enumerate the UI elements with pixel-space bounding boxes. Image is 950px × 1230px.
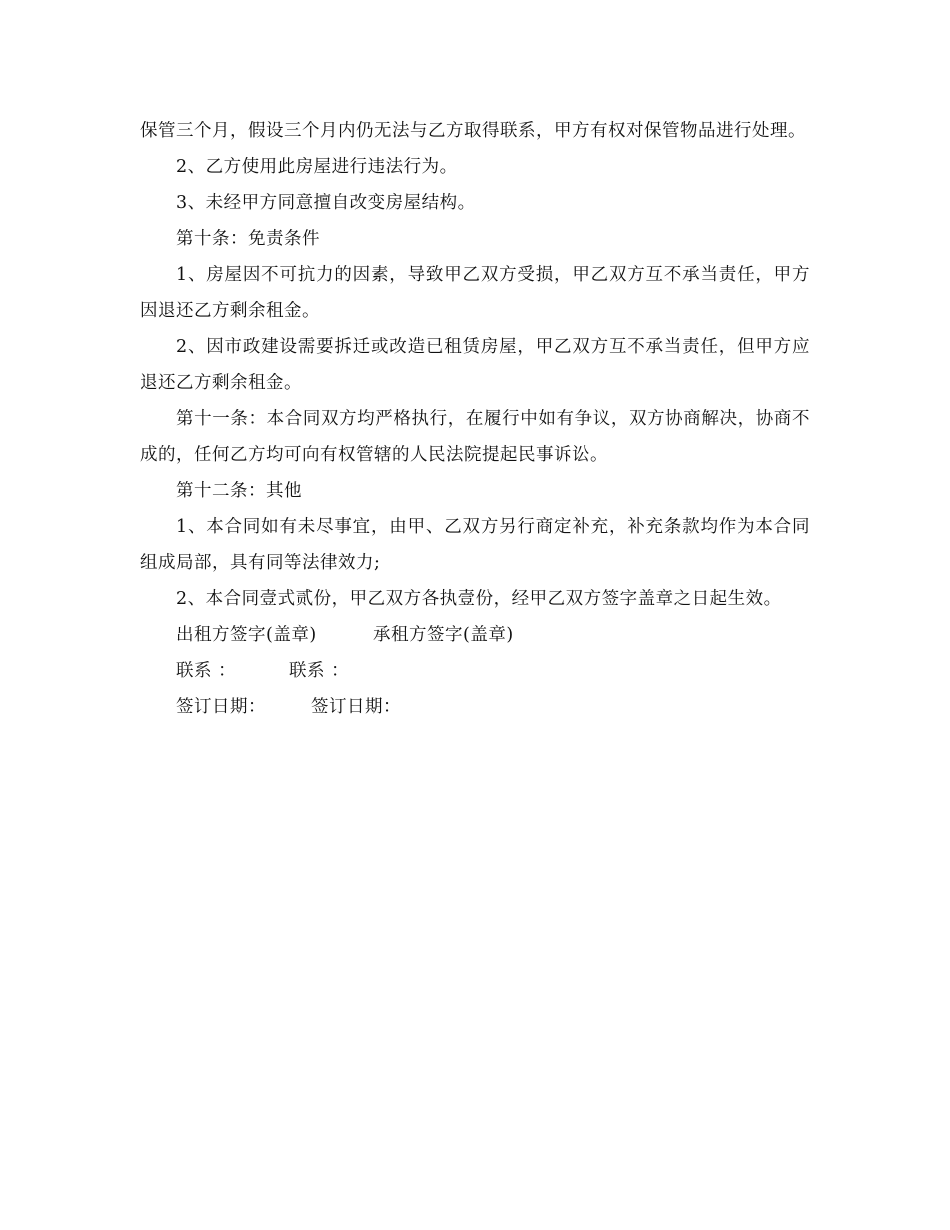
paragraph-copies: 2、本合同壹式贰份，甲乙双方各执壹份，经甲乙双方签字盖章之日起生效。 bbox=[176, 589, 782, 609]
article-eleven: 第十一条：本合同双方均严格执行，在履行中如有争议，双方协商解决，协商不成的，任何乙方均可向有权管辖的人民法院提起民事诉讼。 bbox=[140, 409, 810, 465]
contract-body bbox=[140, 113, 810, 725]
signature-row bbox=[140, 617, 810, 653]
lessor-date-label: 签订日期： bbox=[176, 697, 266, 717]
lessee-signature-label: 承租方签字(盖章) bbox=[373, 625, 514, 645]
paragraph-structure-change: 3、未经甲方同意擅自改变房屋结构。 bbox=[176, 193, 476, 213]
lessee-date-label: 签订日期： bbox=[311, 697, 401, 717]
article-twelve-heading: 第十二条：其他 bbox=[176, 481, 302, 501]
paragraph-supplement: 1、本合同如有未尽事宜，由甲、乙双方另行商定补充，补充条款均作为本合同组成局部，具有同等法律效力; bbox=[140, 517, 810, 573]
paragraph-force-majeure: 1、房屋因不可抗力的因素，导致甲乙双方受损，甲乙双方互不承当责任，甲方因退还乙方剩余租金。 bbox=[140, 265, 810, 321]
paragraph-storage-clause: 保管三个月，假设三个月内仍无法与乙方取得联系，甲方有权对保管物品进行处理。 bbox=[140, 121, 806, 141]
lessee-contact-label: 联系 ： bbox=[289, 661, 350, 681]
lessor-signature-label: 出租方签字(盖章) bbox=[176, 625, 317, 645]
lessor-contact-label: 联系 ： bbox=[176, 661, 237, 681]
paragraph-illegal-use: 2、乙方使用此房屋进行违法行为。 bbox=[176, 157, 458, 177]
date-row bbox=[140, 689, 810, 725]
paragraph-demolition: 2、因市政建设需要拆迁或改造已租赁房屋，甲乙双方互不承当责任，但甲方应退还乙方剩余租金。 bbox=[140, 337, 810, 393]
article-ten-heading: 第十条：免责条件 bbox=[176, 229, 320, 249]
contact-row bbox=[140, 653, 810, 689]
